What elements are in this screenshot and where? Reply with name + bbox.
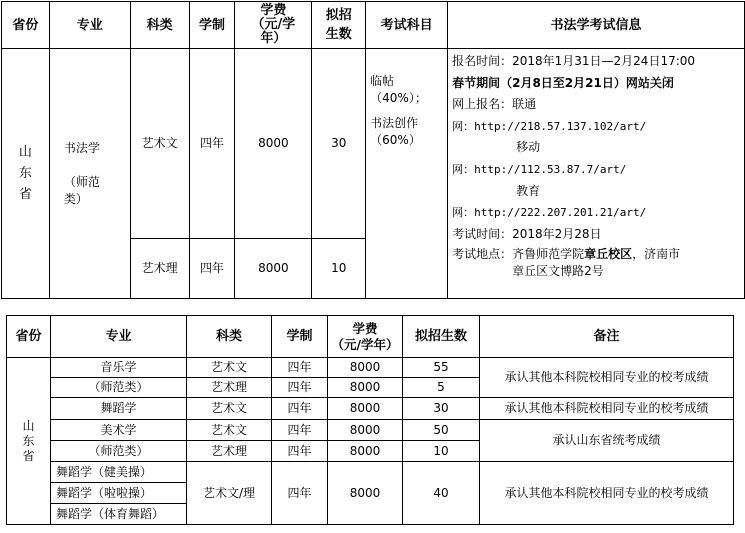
holiday-notice: 春节期间（2月8日至2月21日）网站关闭 — [452, 75, 674, 90]
major-cell: 舞蹈学（健美操） — [51, 462, 187, 483]
major-cell: 美术学 — [51, 420, 187, 441]
duration-cell: 四年 — [189, 49, 235, 239]
header-category: 科类 — [187, 316, 272, 358]
exam-info-cell — [448, 49, 745, 299]
fee-cell: 8000 — [328, 378, 403, 398]
exam-subject-line: （40%）； — [370, 91, 427, 105]
major-cell: 舞蹈学（啦啦操） — [51, 483, 187, 504]
mobile-label: 移动 — [516, 140, 541, 155]
edu-url[interactable]: 网：http://222.207.201.21/art/ — [452, 206, 647, 220]
quota-cell: 5 — [403, 378, 480, 398]
category-cell: 艺术文/理 — [187, 462, 272, 525]
quota-cell: 50 — [403, 420, 480, 441]
quota-cell: 30 — [312, 49, 366, 239]
exam-subject-line: （60%） — [370, 133, 421, 147]
category-cell: 艺术理 — [130, 239, 189, 299]
major-cell: （师范类） — [51, 378, 187, 398]
header-notes: 备注 — [480, 316, 734, 358]
header-exam-info: 书法学考试信息 — [448, 2, 745, 49]
category-cell: 艺术理 — [187, 378, 272, 398]
major-cell: 舞蹈学（体育舞蹈） — [51, 504, 187, 525]
quota-cell: 10 — [312, 239, 366, 299]
header-duration: 学制 — [189, 2, 235, 49]
province-cell: 山 东 省 — [7, 358, 51, 525]
major-cell: 音乐学 — [51, 358, 187, 378]
category-cell: 艺术文 — [130, 49, 189, 239]
fee-cell: 8000 — [235, 49, 312, 239]
quota-cell: 10 — [403, 441, 480, 462]
fee-cell: 8000 — [328, 441, 403, 462]
quota-cell: 40 — [403, 462, 480, 525]
header-fee: 学费 （元/学年） — [328, 316, 403, 358]
note-cell: 承认其他本科院校相同专业的校考成绩 — [480, 358, 734, 398]
header-fee: 学费 （元/学 年） — [235, 2, 312, 49]
major-cell: （师范类） — [51, 441, 187, 462]
exam-time: 考试时间：2018年2月28日 — [452, 226, 602, 241]
fee-cell: 8000 — [328, 462, 403, 525]
registration-time: 报名时间：2018年1月31日—2月24日17:00 — [452, 54, 696, 68]
spacer — [370, 107, 443, 115]
header-province: 省份 — [7, 316, 51, 358]
duration-cell: 四年 — [189, 239, 235, 299]
header-exam-subjects: 考试科目 — [366, 2, 448, 49]
exam-place-text: 考试地点：齐鲁师范学院 — [452, 247, 585, 262]
category-cell: 艺术理 — [187, 441, 272, 462]
header-category: 科类 — [130, 2, 189, 49]
major-cell: 舞蹈学 — [51, 398, 187, 420]
calligraphy-admission-table — [1, 1, 745, 299]
header-quota: 拟招生数 — [403, 316, 480, 358]
category-cell: 艺术文 — [187, 420, 272, 441]
online-registration-label: 网上报名：联通 — [452, 97, 537, 112]
fee-cell: 8000 — [328, 358, 403, 378]
arts-admission-table — [6, 315, 734, 525]
exam-subject-line: 临帖 — [370, 74, 395, 88]
fee-cell: 8000 — [235, 239, 312, 299]
duration-cell: 四年 — [272, 398, 328, 420]
header-province: 省份 — [2, 2, 50, 49]
note-cell: 承认山东省统考成绩 — [480, 420, 734, 462]
fee-cell: 8000 — [328, 398, 403, 420]
edu-label: 教育 — [516, 183, 541, 198]
header-major: 专业 — [49, 2, 130, 49]
mobile-url[interactable]: 网：http://112.53.87.7/art/ — [452, 162, 627, 176]
fee-cell: 8000 — [328, 420, 403, 441]
duration-cell: 四年 — [272, 378, 328, 398]
quota-cell: 55 — [403, 358, 480, 378]
duration-cell: 四年 — [272, 462, 328, 525]
header-duration: 学制 — [272, 316, 328, 358]
quota-cell: 30 — [403, 398, 480, 420]
duration-cell: 四年 — [272, 441, 328, 462]
exam-place-campus: 章丘校区 — [584, 247, 633, 262]
category-cell: 艺术文 — [187, 358, 272, 378]
exam-place-address: 章丘区文博路2号 — [512, 264, 604, 279]
duration-cell: 四年 — [272, 420, 328, 441]
exam-place-city: ，济南市 — [632, 247, 681, 262]
major-cell: 书法学 （师范 类） — [49, 49, 130, 299]
category-cell: 艺术文 — [187, 398, 272, 420]
header-major: 专业 — [51, 316, 187, 358]
exam-subject-line: 书法创作 — [370, 116, 419, 130]
note-cell: 承认其他本科院校相同专业的校考成绩 — [480, 398, 734, 420]
duration-cell: 四年 — [272, 358, 328, 378]
unicom-url[interactable]: 网：http://218.57.137.102/art/ — [452, 119, 647, 133]
header-quota: 拟招 生数 — [312, 2, 366, 49]
note-cell: 承认其他本科院校相同专业的校考成绩 — [480, 462, 734, 525]
exam-place — [452, 245, 740, 263]
exam-subjects-cell — [366, 49, 448, 299]
province-cell: 山 东 省 — [2, 49, 50, 299]
